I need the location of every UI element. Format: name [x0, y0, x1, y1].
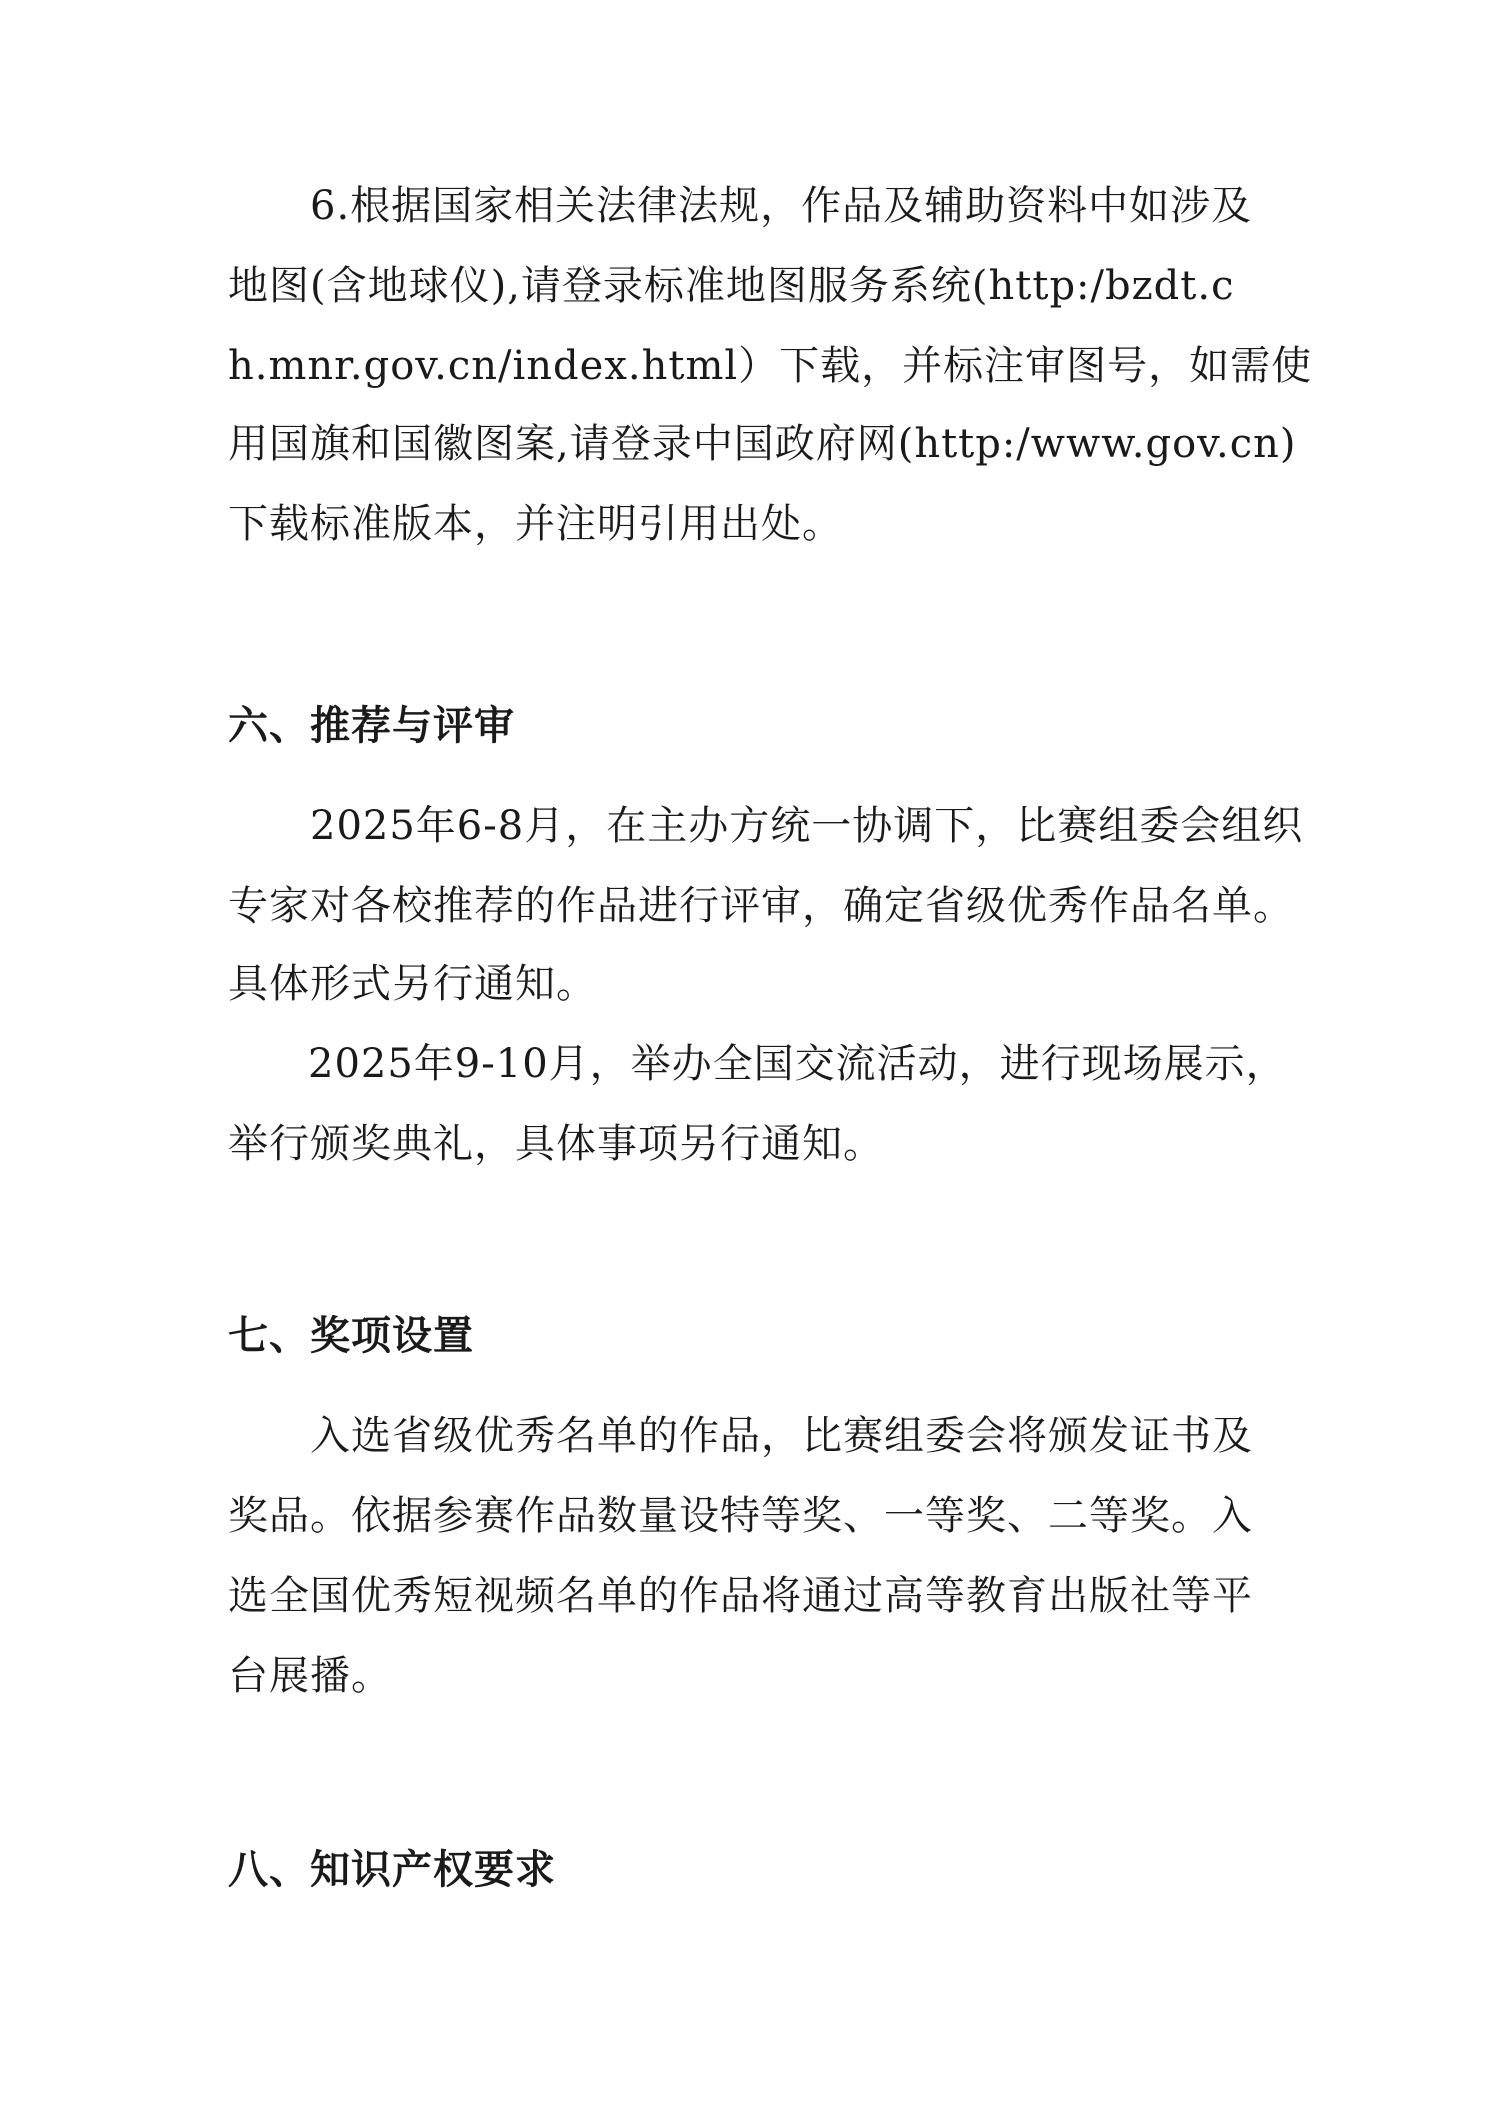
section7-p1-line-2: 奖品。依据参赛作品数量设特等奖、一等奖、二等奖。入: [228, 1493, 1253, 1539]
item6-line-1: 6.根据国家相关法律法规，作品及辅助资料中如涉及: [310, 183, 1253, 229]
section6-p2-line-1: 2025年9-10月，举办全国交流活动，进行现场展示，: [308, 1041, 1287, 1087]
section7-p1-line-3: 选全国优秀短视频名单的作品将通过高等教育出版社等平: [228, 1573, 1253, 1619]
section7-p1-line-1: 入选省级优秀名单的作品，比赛组委会将颁发证书及: [310, 1413, 1253, 1459]
section6-p1-line-2: 专家对各校推荐的作品进行评审，确定省级优秀作品名单。: [228, 883, 1294, 929]
section8-heading: 八、知识产权要求: [228, 1847, 556, 1893]
section6-heading: 六、推荐与评审: [228, 703, 515, 749]
item6-line-2: 地图(含地球仪),请登录标准地图服务系统(http:/bzdt.c: [228, 263, 1235, 309]
item6-line-3: h.mnr.gov.cn/index.html）下载，并标注审图号，如需使: [228, 343, 1313, 389]
section7-heading: 七、奖项设置: [228, 1313, 474, 1359]
section6-p1-line-3: 具体形式另行通知。: [228, 961, 597, 1007]
section7-p1-line-4: 台展播。: [228, 1653, 392, 1699]
item6-line-4: 用国旗和国徽图案,请登录中国政府网(http:/www.gov.cn): [228, 421, 1297, 467]
section6-p2-line-2: 举行颁奖典礼，具体事项另行通知。: [228, 1121, 884, 1167]
item6-line-5: 下载标准版本，并注明引用出处。: [228, 501, 843, 547]
section6-p1-line-1: 2025年6-8月，在主办方统一协调下，比赛组委会组织: [310, 803, 1304, 849]
